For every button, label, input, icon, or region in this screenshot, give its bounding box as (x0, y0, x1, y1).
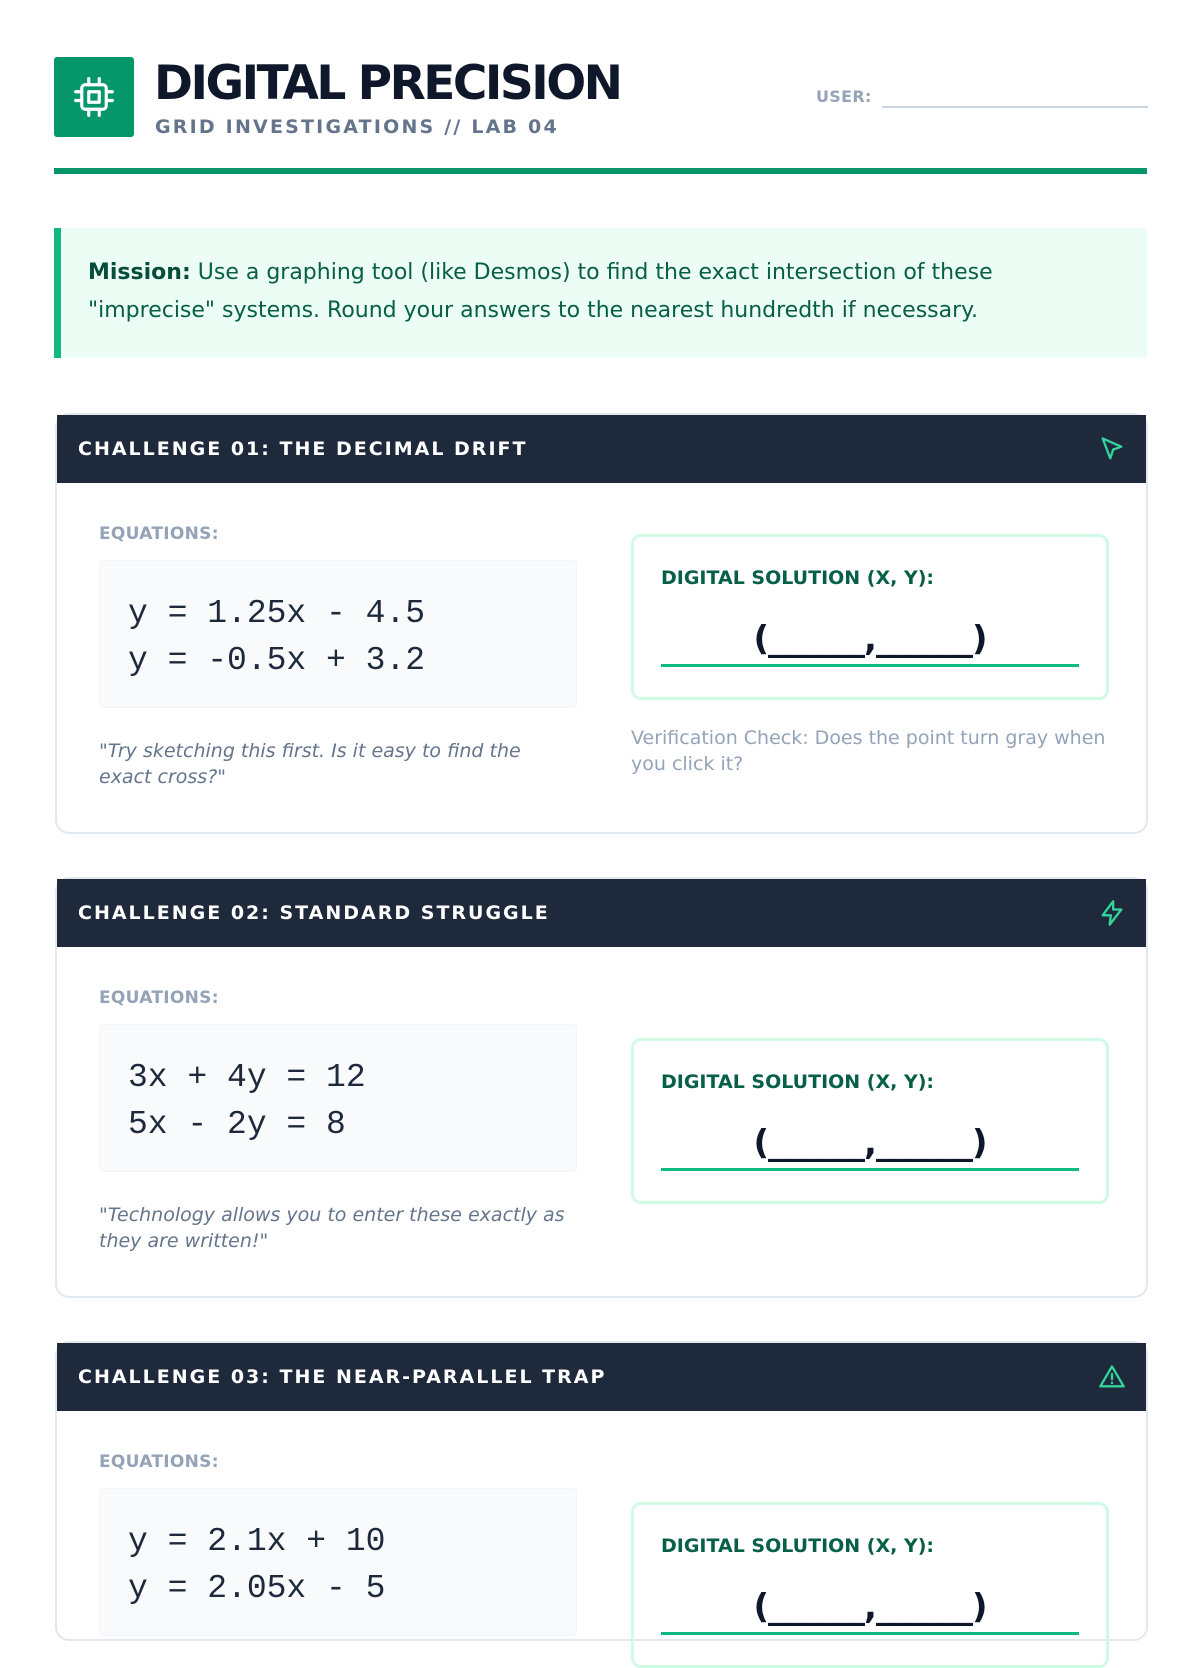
user-label: USER: (816, 87, 872, 106)
warning-triangle-icon (1098, 1363, 1126, 1391)
mission-callout (54, 228, 1147, 358)
equation-line: y = 2.05x - 5 (128, 1570, 386, 1607)
equations-label: EQUATIONS: (99, 524, 219, 544)
challenge-card-02 (55, 877, 1148, 1298)
challenge-header (57, 879, 1146, 947)
page-subtitle: GRID INVESTIGATIONS // LAB 04 (155, 116, 559, 138)
challenge-card-01 (55, 413, 1148, 834)
solution-answer-blank[interactable]: (______,______) (661, 615, 1079, 667)
solution-box (631, 1038, 1109, 1204)
challenge-title: CHALLENGE 02: STANDARD STRUGGLE (78, 902, 550, 924)
equation-line: 3x + 4y = 12 (128, 1059, 366, 1096)
equation-line: y = 2.1x + 10 (128, 1523, 386, 1560)
hint-text: "Try sketching this first. Is it easy to find the exact cross?" (99, 740, 521, 788)
solution-label: DIGITAL SOLUTION (X, Y): (661, 1071, 935, 1093)
mission-label: Mission: (88, 260, 191, 285)
lightning-icon (1098, 899, 1126, 927)
equations-label: EQUATIONS: (99, 1452, 219, 1472)
user-name-input[interactable] (882, 84, 1148, 108)
challenge-card-03 (55, 1341, 1148, 1641)
solution-answer-blank[interactable]: (______,______) (661, 1583, 1079, 1635)
equations-box (99, 1024, 577, 1172)
hint-text: "Technology allows you to enter these exactly as they are written!" (99, 1204, 565, 1252)
solution-box (631, 1502, 1109, 1668)
equations-box (99, 1488, 577, 1636)
equation-line: y = 1.25x - 4.5 (128, 595, 426, 632)
equations-label: EQUATIONS: (99, 988, 219, 1008)
header-divider (54, 168, 1147, 174)
challenge-header (57, 1343, 1146, 1411)
verification-check: Verification Check: Does the point turn gray when you click it? (631, 727, 1106, 775)
solution-answer-blank[interactable]: (______,______) (661, 1119, 1079, 1171)
equation-line: 5x - 2y = 8 (128, 1106, 346, 1143)
cursor-arrow-icon (1098, 435, 1126, 463)
page-title: DIGITAL PRECISION (154, 56, 621, 111)
challenge-title: CHALLENGE 01: THE DECIMAL DRIFT (78, 438, 528, 460)
header (54, 57, 1147, 173)
challenge-header (57, 415, 1146, 483)
solution-label: DIGITAL SOLUTION (X, Y): (661, 567, 935, 589)
equation-line: y = -0.5x + 3.2 (128, 642, 426, 679)
solution-label: DIGITAL SOLUTION (X, Y): (661, 1535, 935, 1557)
mission-text: Use a graphing tool (like Desmos) to find the exact intersection of these "imprecise" systems. Round your answers to the nearest hundredth if necessary. (88, 260, 993, 323)
chip-icon (73, 76, 115, 118)
challenge-title: CHALLENGE 03: THE NEAR-PARALLEL TRAP (78, 1366, 607, 1388)
equations-box (99, 560, 577, 708)
solution-box (631, 534, 1109, 700)
logo (54, 57, 134, 137)
